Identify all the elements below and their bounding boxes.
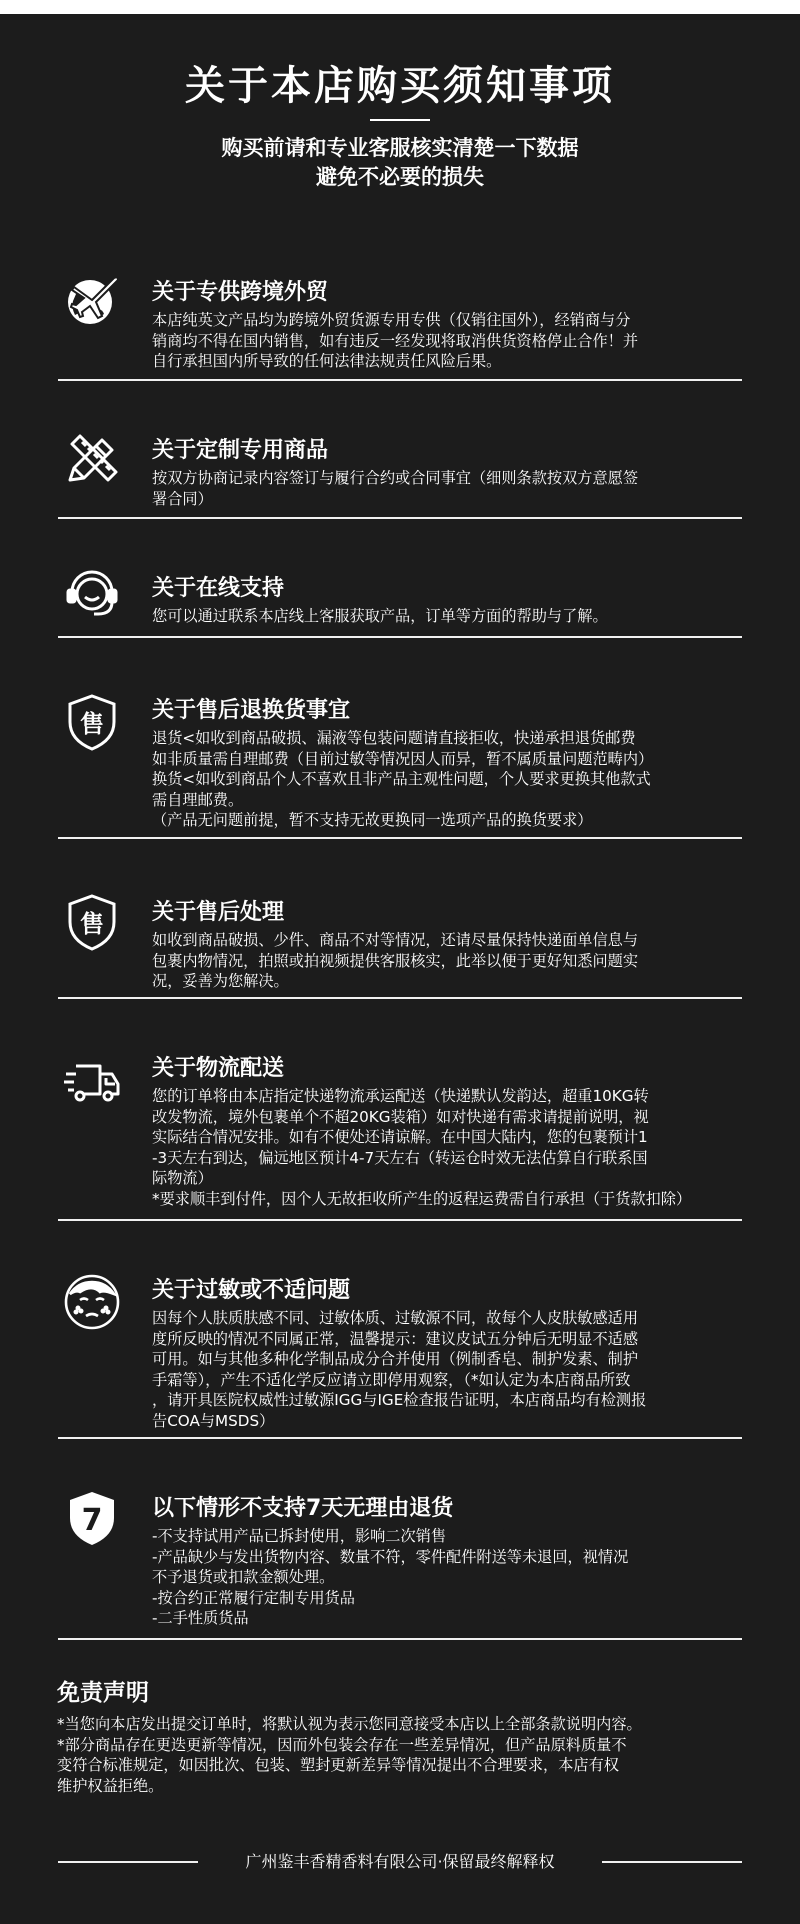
text-line: 际物流）	[152, 1169, 213, 1187]
text-line: *要求顺丰到付件，因个人无故拒收所产生的返程运费需自行承担（于货款扣除）	[152, 1189, 692, 1208]
section-title: 关于过敏或不适问题	[152, 1278, 351, 1303]
text-line: 退货<如收到商品破损、漏液等包装问题请直接拒收，快递承担退货邮费	[152, 729, 636, 747]
section-title: 关于售后处理	[152, 900, 285, 925]
text-line: -3天左右到达，偏远地区预计4-7天左右（转运仓时效无法估算自行联系国	[152, 1148, 648, 1167]
section-text	[152, 1308, 752, 1431]
section-divider	[58, 837, 742, 839]
shield-label: 售	[80, 710, 104, 738]
section-text	[152, 1526, 752, 1629]
text-line: *部分商品存在更迭更新等情况，因而外包装会存在一些差异情况，但产品原料质量不	[57, 1735, 627, 1754]
text-line: -产品缺少与发出货物内容、数量不符，零件配件附送等未退回，视情况	[152, 1547, 629, 1566]
text-line: 维护权益拒绝。	[57, 1776, 164, 1795]
section-divider	[58, 517, 742, 519]
section-text	[152, 728, 752, 831]
notice-page	[0, 14, 800, 1924]
text-line: 手霜等），产生不适化学反应请立即停用观察，（*如认定为本店商品所致	[152, 1370, 631, 1389]
section-text	[152, 606, 752, 627]
text-line: 况，妥善为您解决。	[152, 972, 289, 990]
section-divider	[58, 1219, 742, 1221]
disclaimer-text	[57, 1714, 747, 1796]
section-text	[152, 930, 752, 992]
text-line: -不支持试用产品已拆封使用，影响二次销售	[152, 1527, 447, 1545]
text-line: 您的订单将由本店指定快递物流承运配送（快递默认发韵达，超重10KG转	[152, 1087, 649, 1105]
subtitle-line: 避免不必要的损失	[316, 165, 484, 189]
text-line: ，请开具医院权威性过敏源IGG与IGE检查报告证明，本店商品均有检测报	[152, 1391, 647, 1409]
disclaimer-title: 免责声明	[57, 1680, 149, 1706]
text-line: 因每个人肤质肤感不同、过敏体质、过敏源不同，故每个人皮肤敏感适用	[152, 1309, 638, 1327]
section-title: 关于专供跨境外贸	[152, 280, 329, 305]
section-title: 关于物流配送	[152, 1056, 285, 1081]
text-line: 告COA与MSDS）	[152, 1411, 275, 1430]
section-text	[152, 310, 752, 372]
shield-sale-icon	[60, 890, 124, 954]
shield-seven-icon	[60, 1486, 124, 1550]
title-divider	[370, 119, 430, 121]
text-line: （产品无问题前提，暂不支持无故更换同一选项产品的换货要求）	[152, 811, 593, 829]
section-title: 关于售后退换货事宜	[152, 698, 351, 723]
text-line: 如非质量需自理邮费（目前过敏等情况因人而异，暂不属质量问题范畴内）	[152, 749, 654, 768]
text-line: 变符合标准规定，如因批次、包装、塑封更新差异等情况提出不合理要求，本店有权	[57, 1756, 619, 1774]
text-line: -二手性质货品	[152, 1609, 249, 1627]
text-line: 本店纯英文产品均为跨境外贸货源专用专供（仅销往国外），经销商与分	[152, 311, 631, 329]
section-text	[152, 468, 752, 509]
text-line: 您可以通过联系本店线上客服获取产品，订单等方面的帮助与了解。	[152, 607, 608, 625]
text-line: 如收到商品破损、少件、商品不对等情况，还请尽量保持快递面单信息与	[152, 931, 638, 949]
text-line: 度所反映的情况不同属正常，温馨提示：建议皮试五分钟后无明显不适感	[152, 1329, 638, 1348]
page-title: 关于本店购买须知事项	[185, 63, 615, 109]
headset-support-icon	[60, 560, 124, 624]
text-line: 换货<如收到商品个人不喜欢且非产品主观性问题，个人要求更换其他款式	[152, 770, 651, 788]
shield-label: 7	[81, 1503, 103, 1538]
text-line: 可用。如与其他多种化学制品成分合并使用（例制香皂、制护发素、制护	[152, 1350, 638, 1368]
pencil-ruler-icon	[60, 428, 124, 492]
text-line: 不予退货或扣款金额处理。	[152, 1568, 335, 1586]
section-divider	[58, 997, 742, 999]
section-title: 以下情形不支持7天无理由退货	[152, 1496, 454, 1521]
airplane-globe-icon	[60, 268, 124, 332]
section-divider	[58, 379, 742, 381]
section-text	[152, 1086, 752, 1209]
text-line: -按合约正常履行定制专用货品	[152, 1588, 355, 1607]
delivery-truck-icon	[60, 1050, 124, 1114]
text-line: 自行承担国内所导致的任何法律法规责任风险后果。	[152, 352, 502, 370]
shield-sale-icon	[60, 690, 124, 754]
text-line: 按双方协商记录内容签订与履行合约或合同事宜（细则条款按双方意愿签	[152, 469, 638, 487]
allergy-face-icon	[60, 1270, 124, 1334]
subtitle-line: 购买前请和专业客服核实清楚一下数据	[221, 136, 579, 160]
section-divider	[58, 636, 742, 638]
text-line: 销商均不得在国内销售，如有违反一经发现将取消供货资格停止合作！并	[152, 331, 638, 350]
section-title: 关于在线支持	[152, 576, 285, 601]
footer-copyright: 广州鉴丰香精香料有限公司·保留最终解释权	[245, 1852, 555, 1871]
section-title: 关于定制专用商品	[152, 438, 329, 463]
text-line: 实际结合情况安排。如有不便处还请谅解。在中国大陆内，您的包裹预计1	[152, 1128, 648, 1146]
text-line: 改发物流，境外包裹单个不超20KG装箱）如对快递有需求请提前说明，视	[152, 1107, 649, 1126]
shield-label: 售	[80, 910, 104, 938]
text-line: 包裹内物情况，拍照或拍视频提供客服核实，此举以便于更好知悉问题实	[152, 951, 638, 970]
text-line: 需自理邮费。	[152, 790, 244, 809]
text-line: 署合同）	[152, 489, 213, 508]
text-line: *当您向本店发出提交订单时，将默认视为表示您同意接受本店以上全部条款说明内容。	[57, 1715, 642, 1733]
page-subtitle	[0, 134, 800, 192]
section-divider	[58, 1638, 742, 1640]
section-divider	[58, 1437, 742, 1439]
